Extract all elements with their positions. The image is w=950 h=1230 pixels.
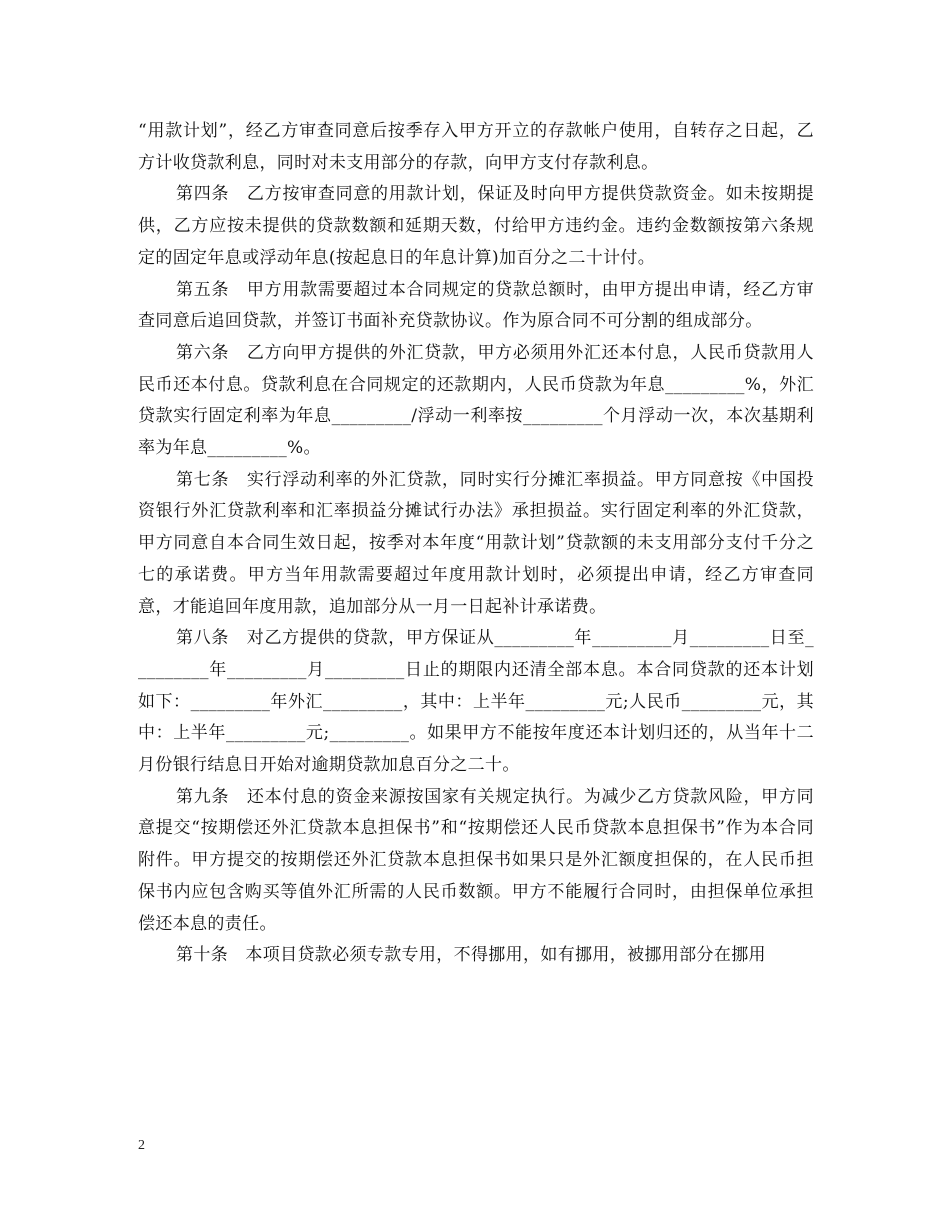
page-number: 2: [138, 1138, 145, 1153]
paragraph-article-9: 第九条 还本付息的资金来源按国家有关规定执行。为减少乙方贷款风险，甲方同意提交“按期偿还外汇贷款本息担保书”和“按期偿还人民币贷款本息担保书”作为本合同附件。甲方提交的按期偿还外汇贷款本息担保书如果只是外汇额度担保的，在人民币担保书内应包含购买等值外汇所需的人民币数额。甲方不能履行合同时，由担保单位承担偿还本息的责任。: [138, 786, 814, 934]
paragraph-article-10: 第十条 本项目贷款必须专款专用，不得挪用，如有挪用，被挪用部分在挪用: [176, 945, 766, 966]
paragraph-article-6: 第六条 乙方向甲方提供的外汇贷款，甲方必须用外汇还本付息，人民币贷款用人民币还本付息。贷款利息在合同规定的还款期内，人民币贷款为年息_________%，外汇贷款实行固定利率为年息_________/浮动一利率按_________个月浮动一次，本次基期利率为年息_________%。: [138, 342, 814, 459]
paragraph-article-5: 第五条 甲方用款需要超过本合同规定的贷款总额时，由甲方提出申请，经乙方审查同意后追回贷款，并签订书面补充贷款协议。作为原合同不可分割的组成部分。: [138, 279, 814, 332]
paragraph-article-7: 第七条 实行浮动利率的外汇贷款，同时实行分摊汇率损益。甲方同意按《中国投资银行外汇贷款利率和汇率损益分摊试行办法》承担损益。实行固定利率的外汇贷款，甲方同意自本合同生效日起，按季对本年度“用款计划”贷款额的未支用部分支付千分之七的承诺费。甲方当年用款需要超过年度用款计划时，必须提出申请，经乙方审查同意，才能追回年度用款，追加部分从一月一日起补计承诺费。: [138, 469, 814, 617]
paragraph-article-8: 第八条 对乙方提供的贷款，甲方保证从_________年_________月_________日至_________年_________月_________日止的期限内还清全部本息。本合同贷款的还本计划如下：_________年外汇_________，其中：上半年_________元;人民币_________元，其中：上半年_________元;_________。如果甲方不能按年度还本计划归还的，从当年十二月份银行结息日开始对逾期贷款加息百分之二十。: [138, 628, 814, 776]
paragraph-continuation: “用款计划”，经乙方审查同意后按季存入甲方开立的存款帐户使用，自转存之日起，乙方计收贷款利息，同时对未支用部分的存款，向甲方支付存款利息。: [138, 121, 814, 173]
paragraph-article-4: 第四条 乙方按审查同意的用款计划，保证及时向甲方提供贷款资金。如未按期提供，乙方应按未提供的贷款数额和延期天数，付给甲方违约金。违约金数额按第六条规定的固定年息或浮动年息(按起息日的年息计算)加百分之二十计付。: [138, 184, 814, 268]
document-body: [138, 116, 814, 972]
